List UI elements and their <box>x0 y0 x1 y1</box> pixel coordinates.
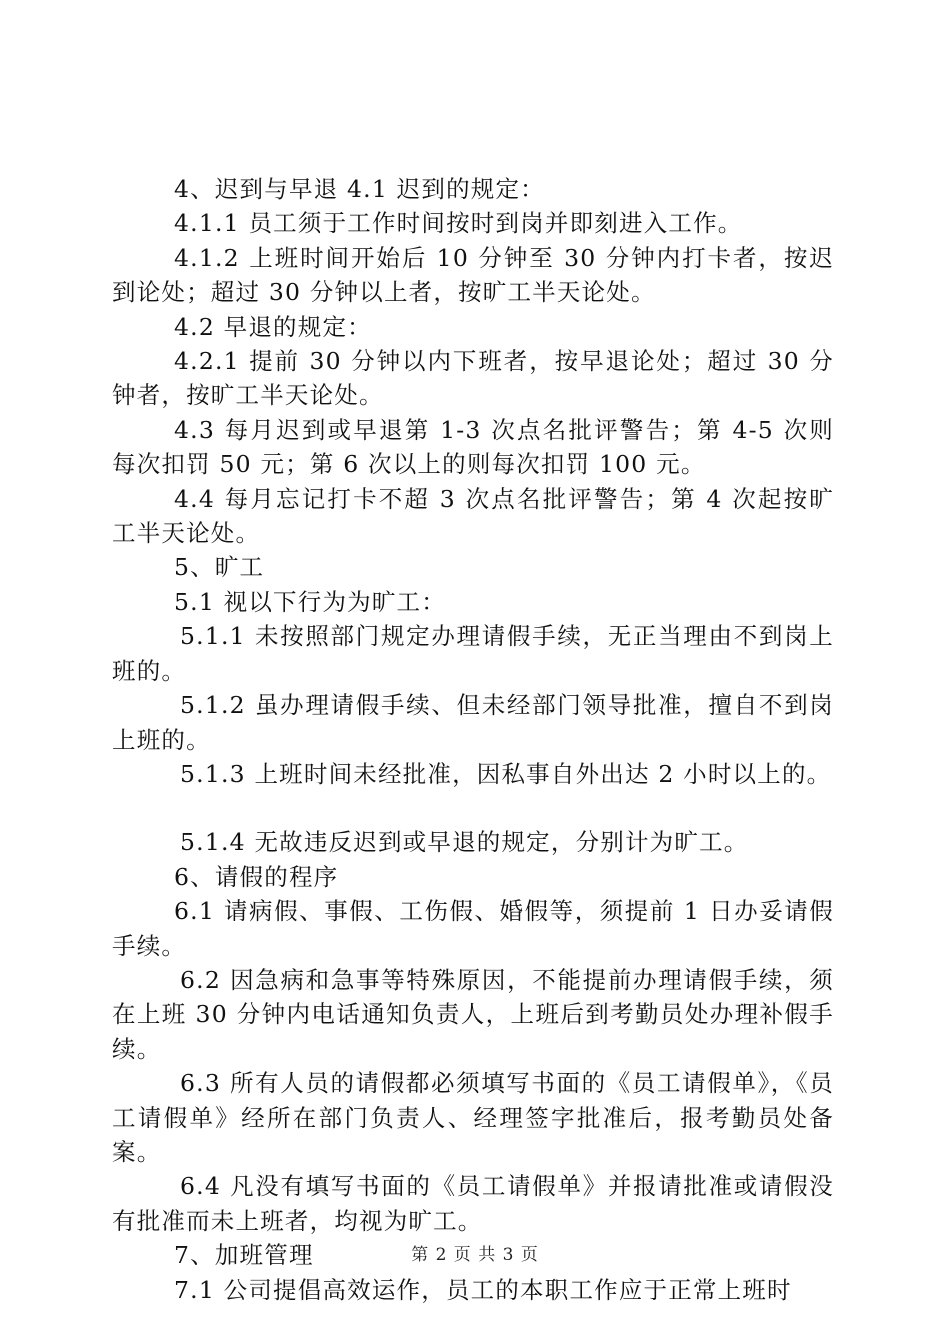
paragraph-4-2: 4.2 早退的规定： <box>174 312 372 341</box>
page-number-footer: 第 2 页 共 3 页 <box>411 1245 539 1265</box>
paragraph-section-5-heading: 5、旷工 <box>174 553 265 582</box>
paragraph-5-1-4: 5.1.4 无故违反迟到或早退的规定，分别计为旷工。 <box>180 828 749 857</box>
paragraph-section-4-heading: 4、迟到与早退 4.1 迟到的规定： <box>174 175 545 203</box>
paragraph-5-1: 5.1 视以下行为为旷工： <box>174 587 446 616</box>
paragraph-6-4: 6.4 凡没有填写书面的《员工请假单》并报请批准或请假没有批准而未上班者，均视为旷工。 <box>112 1172 834 1235</box>
paragraph-section-6-heading: 6、请假的程序 <box>174 862 339 891</box>
paragraph-6-3: 6.3 所有人员的请假都必须填写书面的《员工请假单》，《员工请假单》经所在部门负责人、经理签字批准后，报考勤员处备案。 <box>112 1069 834 1166</box>
document-body <box>112 172 834 1307</box>
paragraph-section-7-heading: 7、加班管理 <box>174 1241 314 1270</box>
blank-line <box>112 791 834 825</box>
paragraph-5-1-3: 5.1.3 上班时间未经批准，因私事自外出达 2 小时以上的。 <box>180 759 832 788</box>
paragraph-4-2-1: 4.2.1 提前 30 分钟以内下班者，按早退论处；超过 30 分钟者，按旷工半天论处。 <box>112 347 834 410</box>
paragraph-4-3: 4.3 每月迟到或早退第 1-3 次点名批评警告；第 4-5 次则每次扣罚 50 元；第 6 次以上的则每次扣罚 100 元。 <box>112 415 834 479</box>
paragraph-5-1-2: 5.1.2 虽办理请假手续、但未经部门领导批准，擅自不到岗上班的。 <box>112 691 834 754</box>
paragraph-4-1-1: 4.1.1 员工须于工作时间按时到岗并即刻进入工作。 <box>174 209 743 238</box>
paragraph-6-2: 6.2 因急病和急事等特殊原因，不能提前办理请假手续，须在上班 30 分钟内电话通知负责人，上班后到考勤员处办理补假手续。 <box>112 965 834 1063</box>
paragraph-4-4: 4.4 每月忘记打卡不超 3 次点名批评警告；第 4 次起按旷工半天论处。 <box>112 484 834 548</box>
paragraph-6-1: 6.1 请病假、事假、工伤假、婚假等，须提前 1 日办妥请假手续。 <box>112 897 834 960</box>
paragraph-4-1-2: 4.1.2 上班时间开始后 10 分钟至 30 分钟内打卡者，按迟到论处；超过 30 分钟以上者，按旷工半天论处。 <box>112 243 834 307</box>
paragraph-7-1: 7.1 公司提倡高效运作，员工的本职工作应于正常上班时 <box>174 1275 792 1304</box>
paragraph-5-1-1: 5.1.1 未按照部门规定办理请假手续，无正当理由不到岗上班的。 <box>112 622 834 685</box>
